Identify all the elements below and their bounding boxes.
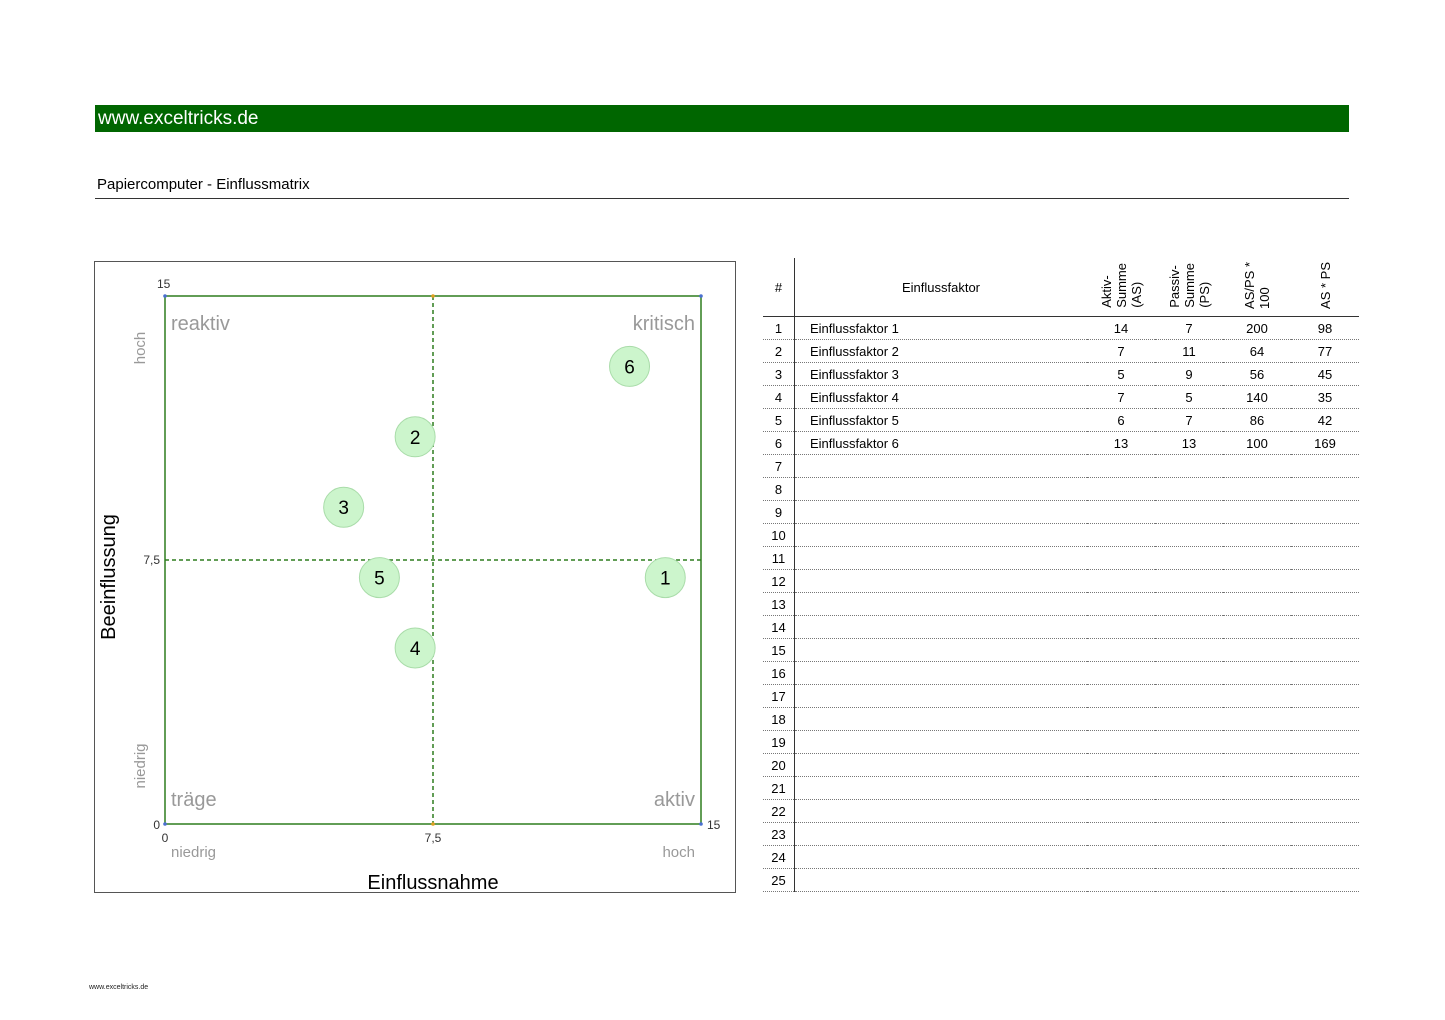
row-ratio <box>1223 455 1291 478</box>
row-active-sum: 7 <box>1087 386 1155 409</box>
x-axis-low-label: niedrig <box>171 844 217 861</box>
row-product <box>1291 478 1359 501</box>
table-row <box>763 363 1359 386</box>
data-point-label: 4 <box>409 639 421 660</box>
row-product: 169 <box>1291 432 1359 455</box>
row-number: 20 <box>763 754 795 777</box>
row-number: 16 <box>763 662 795 685</box>
row-passive-sum: 7 <box>1155 317 1223 340</box>
row-number: 1 <box>763 317 795 340</box>
row-passive-sum: 11 <box>1155 340 1223 363</box>
row-active-sum <box>1087 662 1155 685</box>
row-ratio <box>1223 685 1291 708</box>
row-number: 15 <box>763 639 795 662</box>
axis-anchor-dot <box>699 294 703 298</box>
row-active-sum <box>1087 800 1155 823</box>
quadrant-label-kritisch: kritisch <box>632 313 695 335</box>
row-active-sum: 7 <box>1087 340 1155 363</box>
row-active-sum <box>1087 524 1155 547</box>
row-passive-sum <box>1155 869 1223 892</box>
row-product <box>1291 593 1359 616</box>
y-tick-label-mid: 7,5 <box>143 553 160 567</box>
row-passive-sum: 7 <box>1155 409 1223 432</box>
row-factor-name: Einflussfaktor 6 <box>795 432 1088 455</box>
row-active-sum: 6 <box>1087 409 1155 432</box>
row-product <box>1291 708 1359 731</box>
row-ratio <box>1223 777 1291 800</box>
table-row <box>763 455 1359 478</box>
row-ratio <box>1223 869 1291 892</box>
row-ratio <box>1223 754 1291 777</box>
row-ratio: 86 <box>1223 409 1291 432</box>
row-passive-sum <box>1155 478 1223 501</box>
y-axis-high-label: hoch <box>132 331 149 365</box>
row-factor-name <box>795 455 1088 478</box>
row-passive-sum: 13 <box>1155 432 1223 455</box>
row-number: 9 <box>763 501 795 524</box>
row-ratio <box>1223 616 1291 639</box>
row-ratio <box>1223 593 1291 616</box>
data-point-label: 5 <box>374 568 385 590</box>
factor-table <box>763 258 1359 892</box>
row-active-sum <box>1087 823 1155 846</box>
table-row <box>763 662 1359 685</box>
row-number: 21 <box>763 777 795 800</box>
row-number: 4 <box>763 386 795 409</box>
axis-anchor-dot <box>431 294 435 298</box>
header-active-sum <box>1087 258 1155 317</box>
row-product: 77 <box>1291 340 1359 363</box>
header-ratio-text: AS/PS * 100 <box>1242 262 1272 309</box>
row-passive-sum <box>1155 501 1223 524</box>
row-passive-sum <box>1155 846 1223 869</box>
row-passive-sum <box>1155 570 1223 593</box>
row-ratio: 200 <box>1223 317 1291 340</box>
row-number: 19 <box>763 731 795 754</box>
row-active-sum: 5 <box>1087 363 1155 386</box>
header-number: # <box>763 258 795 317</box>
row-active-sum: 14 <box>1087 317 1155 340</box>
table-row <box>763 570 1359 593</box>
row-passive-sum <box>1155 800 1223 823</box>
banner-url: www.exceltricks.de <box>98 108 259 129</box>
row-passive-sum <box>1155 593 1223 616</box>
row-factor-name: Einflussfaktor 2 <box>795 340 1088 363</box>
row-passive-sum <box>1155 754 1223 777</box>
row-active-sum <box>1087 639 1155 662</box>
row-factor-name <box>795 524 1088 547</box>
row-passive-sum: 9 <box>1155 363 1223 386</box>
row-ratio <box>1223 639 1291 662</box>
row-active-sum <box>1087 616 1155 639</box>
row-factor-name <box>795 570 1088 593</box>
x-axis-high-label: hoch <box>662 844 695 861</box>
row-product <box>1291 662 1359 685</box>
row-number: 8 <box>763 478 795 501</box>
row-ratio <box>1223 570 1291 593</box>
y-tick-label-min: 0 <box>153 818 160 832</box>
row-number: 22 <box>763 800 795 823</box>
row-product <box>1291 800 1359 823</box>
y-axis-low-label: niedrig <box>132 743 149 789</box>
table-row <box>763 386 1359 409</box>
header-passive-sum-text: Passiv- Summe (PS) <box>1166 263 1212 308</box>
row-ratio <box>1223 547 1291 570</box>
header-product-text: AS * PS <box>1317 262 1333 309</box>
axis-anchor-dot <box>163 294 167 298</box>
row-factor-name <box>795 708 1088 731</box>
row-factor-name: Einflussfaktor 3 <box>795 363 1088 386</box>
row-product <box>1291 685 1359 708</box>
row-ratio <box>1223 662 1291 685</box>
row-number: 11 <box>763 547 795 570</box>
chart-canvas <box>95 262 735 892</box>
x-tick-label-mid: 7,5 <box>424 831 442 845</box>
table-row <box>763 593 1359 616</box>
row-active-sum <box>1087 731 1155 754</box>
data-point-2 <box>395 417 435 457</box>
table-row <box>763 547 1359 570</box>
row-active-sum <box>1087 777 1155 800</box>
row-ratio: 56 <box>1223 363 1291 386</box>
row-product: 98 <box>1291 317 1359 340</box>
row-active-sum <box>1087 869 1155 892</box>
data-point-3 <box>324 487 364 527</box>
table-row <box>763 478 1359 501</box>
row-factor-name <box>795 616 1088 639</box>
row-factor-name <box>795 593 1088 616</box>
axis-anchor-dot <box>699 822 703 826</box>
table-header-row <box>763 258 1359 317</box>
row-factor-name <box>795 823 1088 846</box>
table-row <box>763 731 1359 754</box>
row-passive-sum <box>1155 731 1223 754</box>
title-divider <box>95 198 1349 199</box>
row-factor-name <box>795 869 1088 892</box>
axis-anchor-dot <box>431 822 435 826</box>
axis-anchor-dot <box>163 822 167 826</box>
row-active-sum: 13 <box>1087 432 1155 455</box>
header-ratio <box>1223 258 1291 317</box>
table-row <box>763 616 1359 639</box>
row-product <box>1291 869 1359 892</box>
row-number: 10 <box>763 524 795 547</box>
row-passive-sum: 5 <box>1155 386 1223 409</box>
row-product: 45 <box>1291 363 1359 386</box>
row-ratio <box>1223 846 1291 869</box>
data-point-6 <box>610 346 650 386</box>
row-ratio <box>1223 800 1291 823</box>
table-row <box>763 823 1359 846</box>
row-active-sum <box>1087 570 1155 593</box>
row-ratio: 64 <box>1223 340 1291 363</box>
y-tick-label-max: 15 <box>157 277 171 291</box>
row-number: 13 <box>763 593 795 616</box>
header-active-sum-text: Aktiv- Summe (AS) <box>1098 263 1144 308</box>
row-ratio <box>1223 823 1291 846</box>
row-ratio: 100 <box>1223 432 1291 455</box>
data-point-1 <box>645 558 685 598</box>
row-number: 14 <box>763 616 795 639</box>
row-active-sum <box>1087 754 1155 777</box>
table-row <box>763 777 1359 800</box>
row-product: 42 <box>1291 409 1359 432</box>
data-points <box>324 346 686 668</box>
table-row <box>763 409 1359 432</box>
row-active-sum <box>1087 593 1155 616</box>
table-row <box>763 846 1359 869</box>
row-product <box>1291 846 1359 869</box>
row-factor-name <box>795 662 1088 685</box>
row-number: 18 <box>763 708 795 731</box>
row-number: 6 <box>763 432 795 455</box>
row-ratio <box>1223 524 1291 547</box>
data-point-5 <box>359 558 399 598</box>
row-active-sum <box>1087 708 1155 731</box>
row-number: 5 <box>763 409 795 432</box>
data-point-label: 6 <box>624 357 635 379</box>
table-row <box>763 639 1359 662</box>
table-row <box>763 432 1359 455</box>
row-factor-name <box>795 501 1088 524</box>
row-factor-name: Einflussfaktor 5 <box>795 409 1088 432</box>
row-product: 35 <box>1291 386 1359 409</box>
row-product <box>1291 616 1359 639</box>
table-row <box>763 869 1359 892</box>
row-passive-sum <box>1155 639 1223 662</box>
row-factor-name <box>795 685 1088 708</box>
quadrant-label-traege: träge <box>171 789 217 811</box>
row-active-sum <box>1087 455 1155 478</box>
row-factor-name <box>795 478 1088 501</box>
row-number: 25 <box>763 869 795 892</box>
header-factor: Einflussfaktor <box>795 258 1088 317</box>
row-active-sum <box>1087 685 1155 708</box>
table-row <box>763 708 1359 731</box>
row-number: 2 <box>763 340 795 363</box>
table-row <box>763 754 1359 777</box>
row-passive-sum <box>1155 823 1223 846</box>
row-product <box>1291 639 1359 662</box>
row-ratio <box>1223 478 1291 501</box>
row-passive-sum <box>1155 524 1223 547</box>
x-tick-label-min: 0 <box>161 831 169 845</box>
site-banner <box>95 105 1349 132</box>
row-number: 3 <box>763 363 795 386</box>
row-product <box>1291 524 1359 547</box>
row-number: 12 <box>763 570 795 593</box>
row-passive-sum <box>1155 685 1223 708</box>
row-factor-name <box>795 754 1088 777</box>
row-factor-name: Einflussfaktor 1 <box>795 317 1088 340</box>
row-number: 17 <box>763 685 795 708</box>
table-row <box>763 800 1359 823</box>
row-ratio <box>1223 731 1291 754</box>
row-active-sum <box>1087 478 1155 501</box>
footer-url: www.exceltricks.de <box>89 984 149 991</box>
row-factor-name: Einflussfaktor 4 <box>795 386 1088 409</box>
table-row <box>763 340 1359 363</box>
row-factor-name <box>795 800 1088 823</box>
row-product <box>1291 777 1359 800</box>
row-product <box>1291 501 1359 524</box>
row-product <box>1291 754 1359 777</box>
data-point-label: 3 <box>338 498 349 520</box>
row-number: 23 <box>763 823 795 846</box>
row-passive-sum <box>1155 777 1223 800</box>
row-product <box>1291 547 1359 570</box>
row-number: 7 <box>763 455 795 478</box>
data-point-4 <box>395 628 435 668</box>
row-passive-sum <box>1155 662 1223 685</box>
row-product <box>1291 823 1359 846</box>
table-row <box>763 685 1359 708</box>
page-title: Papiercomputer - Einflussmatrix <box>97 176 310 193</box>
row-factor-name <box>795 777 1088 800</box>
row-ratio <box>1223 501 1291 524</box>
row-active-sum <box>1087 547 1155 570</box>
row-product <box>1291 570 1359 593</box>
table-row <box>763 317 1359 340</box>
row-passive-sum <box>1155 616 1223 639</box>
influence-matrix-chart <box>94 261 736 893</box>
row-product <box>1291 455 1359 478</box>
x-axis-title: Einflussnahme <box>367 872 499 892</box>
x-tick-label-max: 15 <box>707 818 721 832</box>
quadrant-label-aktiv: aktiv <box>653 789 695 811</box>
row-number: 24 <box>763 846 795 869</box>
quadrant-label-reaktiv: reaktiv <box>171 313 230 335</box>
row-ratio: 140 <box>1223 386 1291 409</box>
table-row <box>763 501 1359 524</box>
data-point-label: 2 <box>409 427 421 449</box>
y-axis-title: Beeinflussung <box>98 514 120 640</box>
row-active-sum <box>1087 501 1155 524</box>
row-passive-sum <box>1155 455 1223 478</box>
row-factor-name <box>795 547 1088 570</box>
row-passive-sum <box>1155 708 1223 731</box>
row-product <box>1291 731 1359 754</box>
row-factor-name <box>795 846 1088 869</box>
row-passive-sum <box>1155 547 1223 570</box>
header-product <box>1291 258 1359 317</box>
row-active-sum <box>1087 846 1155 869</box>
header-passive-sum <box>1155 258 1223 317</box>
row-factor-name <box>795 731 1088 754</box>
table-row <box>763 524 1359 547</box>
row-factor-name <box>795 639 1088 662</box>
row-ratio <box>1223 708 1291 731</box>
data-point-label: 1 <box>659 568 671 590</box>
